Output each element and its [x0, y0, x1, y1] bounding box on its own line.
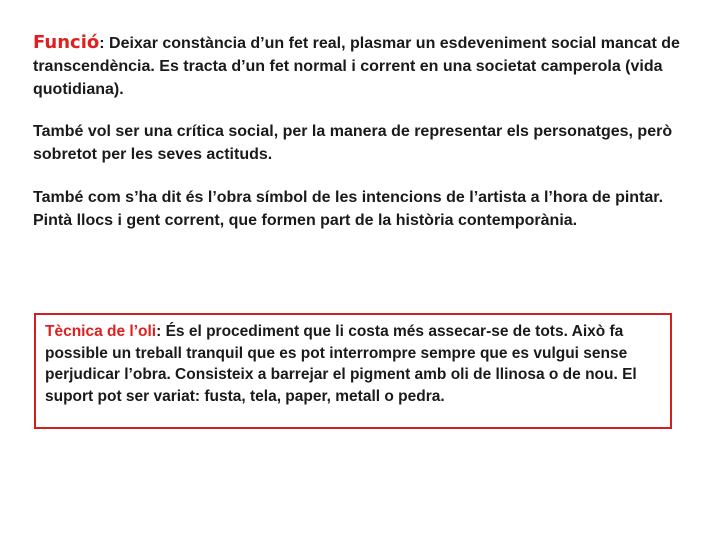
funcio-label: Funció [33, 32, 100, 53]
tecnica-label: Tècnica de l’oli [45, 323, 157, 340]
tecnica-paragraph [45, 321, 662, 407]
funcio-colon: : [99, 35, 105, 52]
critica-paragraph: També vol ser una crítica social, per la manera de representar els personatges, però sobretot per les seves actituds. [33, 123, 673, 163]
funcio-text: Deixar constància d’un fet real, plasmar un esdeveniment social mancat de transcendència. Es tracta d’un fet normal i corrent en una societat camperola (vida quotidiana). [33, 35, 680, 98]
tecnica-box [34, 313, 672, 429]
simbol-paragraph: També com s’ha dit és l’obra símbol de les intencions de l’artista a l’hora de pintar. Pintà llocs i gent corrent, que formen part de la història contemporània. [33, 189, 664, 229]
tecnica-text: : És el procediment que li costa més assecar-se de tots. Això fa possible un treball tranquil que es pot interrompre sempre que es vulgui sense perjudicar l’obra. Consisteix a barrejar el pigment amb oli de llinosa o de nou. El suport pot ser variat: fusta, tela, paper, metall o pedra. [45, 323, 637, 405]
funcio-paragraph [33, 31, 701, 101]
